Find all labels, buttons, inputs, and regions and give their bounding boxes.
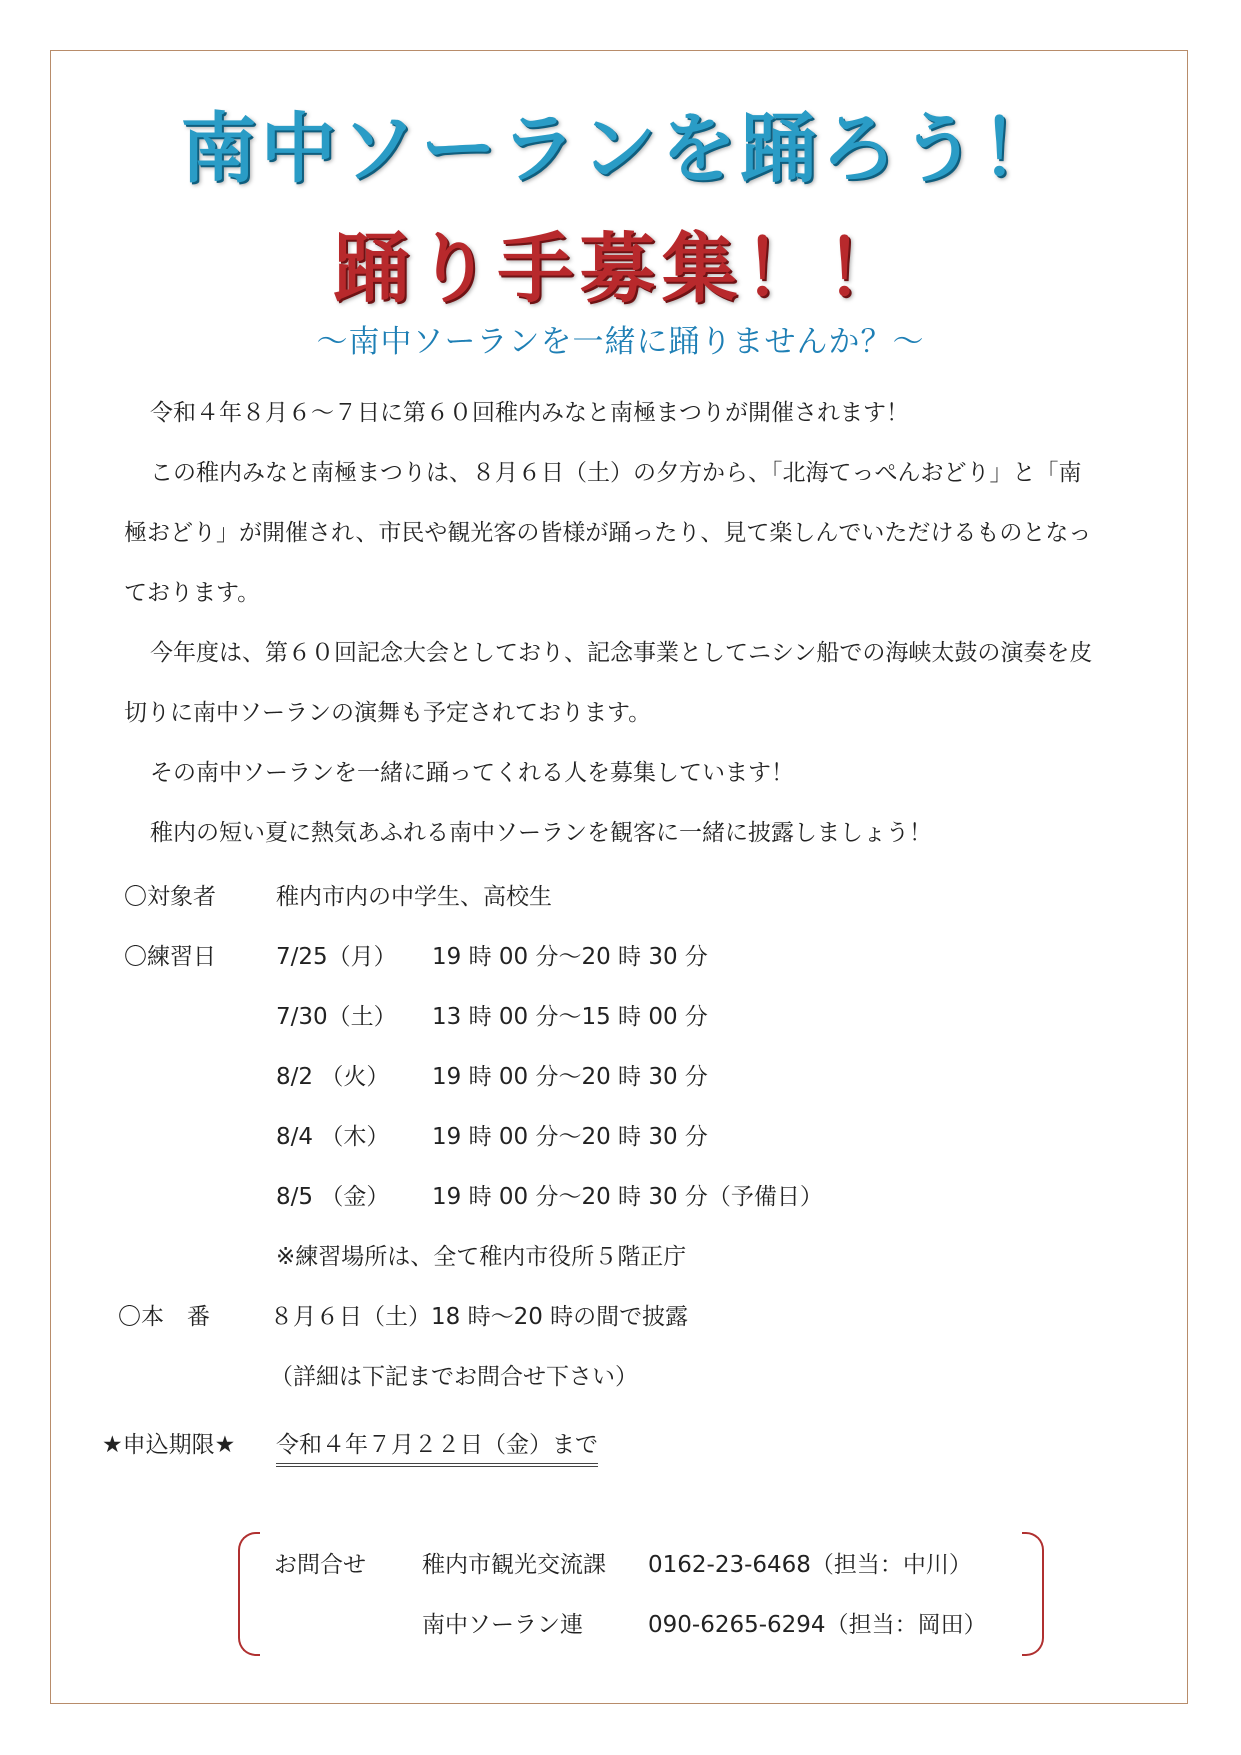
headline: 踊り手募集！！ <box>333 224 908 313</box>
practice-label: 〇練習日 <box>124 944 216 970</box>
contact-phone: 090-6265-6294（担当：岡田） <box>648 1612 987 1638</box>
paragraph-2-line-3: ております。 <box>124 580 261 606</box>
target-label: 〇対象者 <box>124 884 216 910</box>
practice-time: 19 時 00 分～20 時 30 分 <box>432 944 708 970</box>
paragraph-2-line-1: この稚内みなと南極まつりは、８月６日（土）の夕方から、「北海てっぺんおどり」と「南 <box>150 460 1082 486</box>
paragraph-2-line-2: 極おどり」が開催され、市民や観光客の皆様が踊ったり、見て楽しんでいただけるものとなっ <box>124 520 1092 546</box>
contact-phone: 0162-23-6468（担当：中川） <box>648 1552 972 1578</box>
deadline-value: 令和４年７月２２日（金）まで <box>276 1426 598 1467</box>
page-title: 南中ソーランを踊ろう！ <box>180 104 1061 193</box>
practice-date: 8/5 （金） <box>276 1184 390 1210</box>
practice-date: 8/4 （木） <box>276 1124 390 1150</box>
practice-time: 19 時 00 分～20 時 30 分 <box>432 1064 708 1090</box>
practice-time: 13 時 00 分～15 時 00 分 <box>432 1004 708 1030</box>
paragraph-1: 令和４年８月６～７日に第６０回稚内みなと南極まつりが開催されます！ <box>150 400 909 426</box>
paragraph-4: その南中ソーランを一緒に踊ってくれる人を募集しています！ <box>150 760 794 786</box>
practice-date: 8/2 （火） <box>276 1064 390 1090</box>
performance-note: （詳細は下記までお問合せ下さい） <box>270 1364 638 1390</box>
target-value: 稚内市内の中学生、高校生 <box>276 884 552 910</box>
contact-bracket-right <box>1022 1532 1044 1656</box>
contact-label: お問合せ <box>274 1552 366 1578</box>
subtitle: ～南中ソーランを一緒に踊りませんか？～ <box>316 324 925 360</box>
performance-value: ８月６日（土）18 時～20 時の間で披露 <box>270 1304 689 1330</box>
practice-date: 7/25（月） <box>276 944 397 970</box>
practice-location-note: ※練習場所は、全て稚内市役所５階正庁 <box>276 1244 687 1270</box>
contact-org: 南中ソーラン連 <box>422 1612 583 1638</box>
contact-org: 稚内市観光交流課 <box>422 1552 606 1578</box>
practice-time: 19 時 00 分～20 時 30 分（予備日） <box>432 1184 823 1210</box>
paragraph-3-line-2: 切りに南中ソーランの演舞も予定されております。 <box>124 700 652 726</box>
practice-time: 19 時 00 分～20 時 30 分 <box>432 1124 708 1150</box>
contact-bracket-left <box>238 1532 260 1656</box>
practice-date: 7/30（土） <box>276 1004 397 1030</box>
deadline-label: ★申込期限★ <box>102 1432 236 1458</box>
performance-label: 〇本 番 <box>118 1304 210 1330</box>
paragraph-3-line-1: 今年度は、第６０回記念大会としており、記念事業としてニシン船での海峡太鼓の演奏を皮 <box>150 640 1093 666</box>
paragraph-5: 稚内の短い夏に熱気あふれる南中ソーランを観客に一緒に披露しましょう！ <box>150 820 932 846</box>
